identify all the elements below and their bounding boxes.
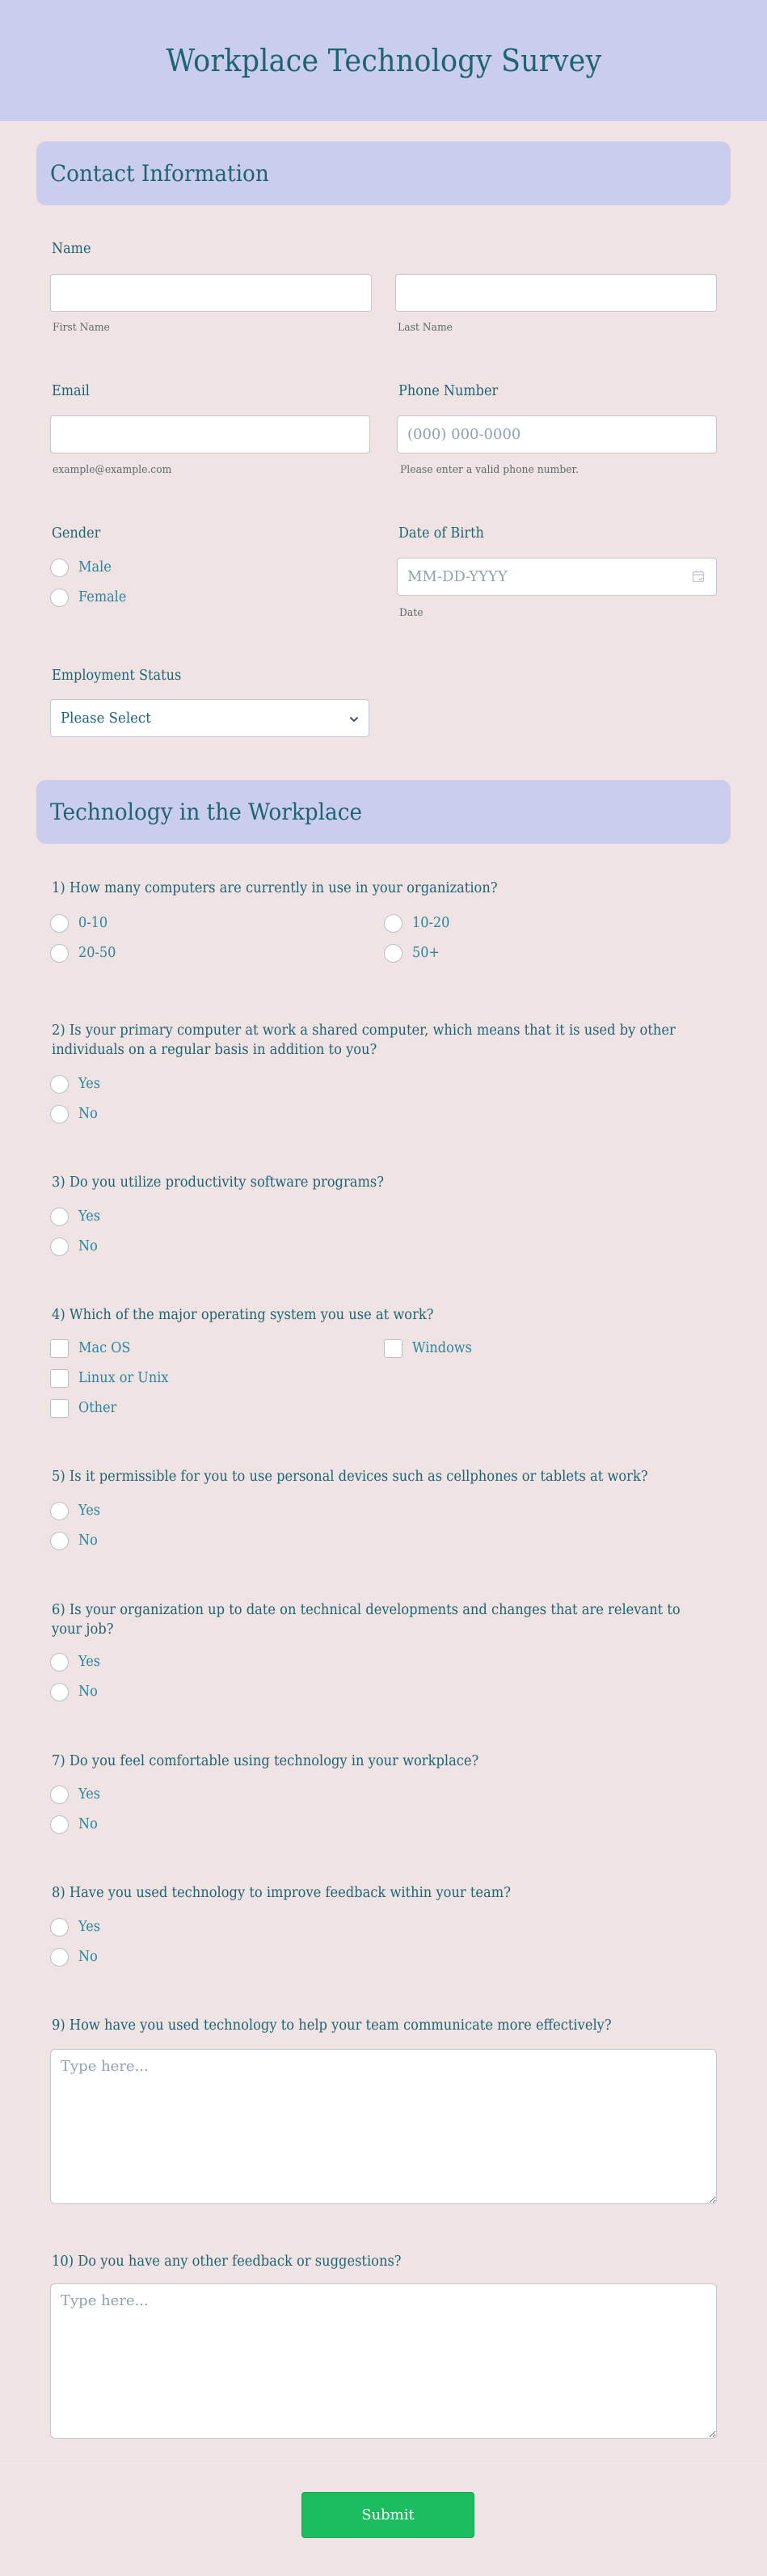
q1-option-50-plus[interactable] [384, 943, 442, 963]
section-header-contact [36, 141, 731, 205]
section-title-technology: Technology in the Workplace [50, 799, 363, 825]
q9-textarea[interactable] [50, 2049, 717, 2204]
question-7: 7) Do you feel comfortable using technology in your workplace? [52, 1753, 479, 1769]
phone-input[interactable] [397, 415, 717, 453]
radio-button[interactable] [50, 1237, 69, 1256]
q6-option-no[interactable] [50, 1682, 99, 1701]
radio-button[interactable] [384, 914, 402, 933]
radio-button[interactable] [50, 1075, 69, 1094]
radio-button[interactable] [50, 1105, 69, 1124]
question-6: 6) Is your organization up to date on technical developments and changes that are relevant to your job? [52, 1602, 681, 1638]
first-name-sublabel: First Name [53, 322, 110, 334]
question-9: 9) How have you used technology to help your team communicate more effectively? [52, 2017, 612, 2034]
select-value: Please Select [61, 710, 151, 727]
email-sublabel: example@example.com [53, 464, 172, 476]
email-input[interactable] [50, 415, 370, 453]
divider [0, 2463, 767, 2464]
checkbox[interactable] [50, 1369, 69, 1388]
option-label: Windows [412, 1340, 472, 1356]
q4-option-linux-unix[interactable] [50, 1368, 176, 1388]
radio-button[interactable] [50, 1785, 69, 1804]
option-label: Yes [78, 1503, 101, 1519]
option-label: No [78, 1238, 98, 1254]
q7-option-no[interactable] [50, 1815, 99, 1834]
question-3: 3) Do you utilize productivity software programs? [52, 1174, 384, 1191]
q4-option-windows[interactable] [384, 1339, 477, 1358]
dob-input[interactable] [397, 558, 717, 596]
option-label: Yes [78, 1076, 101, 1092]
radio-button[interactable] [50, 944, 69, 963]
q7-option-yes[interactable] [50, 1785, 102, 1804]
q4-option-mac-os[interactable] [50, 1339, 135, 1358]
option-label: Male [78, 559, 112, 575]
option-label: No [78, 1949, 98, 1965]
gender-label: Gender [52, 525, 101, 542]
radio-button[interactable] [50, 1653, 69, 1672]
option-label: No [78, 1684, 98, 1700]
option-label: 0-10 [78, 915, 108, 931]
q8-option-yes[interactable] [50, 1917, 102, 1937]
radio-button[interactable] [384, 944, 402, 963]
question-5: 5) Is it permissible for you to use personal devices such as cellphones or tablets at work? [52, 1469, 648, 1485]
section-title-contact: Contact Information [50, 160, 269, 187]
radio-button[interactable] [50, 1918, 69, 1937]
phone-sublabel: Please enter a valid phone number. [400, 464, 579, 476]
q2-option-no[interactable] [50, 1104, 99, 1124]
q1-option-10-20[interactable] [384, 913, 453, 933]
name-label: Name [52, 241, 91, 257]
q10-textarea[interactable] [50, 2283, 717, 2439]
dob-label: Date of Birth [398, 525, 484, 542]
radio-button[interactable] [50, 588, 69, 607]
gender-option-female[interactable] [50, 588, 131, 607]
q3-option-yes[interactable] [50, 1207, 102, 1226]
option-label: No [78, 1106, 98, 1122]
question-4: 4) Which of the major operating system you use at work? [52, 1307, 434, 1323]
radio-button[interactable] [50, 1815, 69, 1834]
checkbox[interactable] [384, 1339, 402, 1358]
q6-option-yes[interactable] [50, 1652, 102, 1672]
radio-button[interactable] [50, 1208, 69, 1226]
form-header [0, 0, 767, 121]
option-label: Mac OS [78, 1340, 131, 1356]
option-label: Other [78, 1400, 117, 1416]
question-2: 2) Is your primary computer at work a shared computer, which means that it is used by other individuals on a regular basis in addition to you? [52, 1022, 676, 1058]
last-name-input[interactable] [395, 274, 717, 312]
q2-option-yes[interactable] [50, 1074, 102, 1094]
q1-option-20-50[interactable] [50, 943, 119, 963]
checkbox[interactable] [50, 1399, 69, 1418]
option-label: Yes [78, 1786, 101, 1802]
option-label: Yes [78, 1919, 101, 1935]
radio-button[interactable] [50, 1683, 69, 1701]
radio-button[interactable] [50, 914, 69, 933]
question-8: 8) Have you used technology to improve feedback within your team? [52, 1885, 511, 1901]
email-label: Email [52, 383, 90, 399]
dob-field[interactable] [397, 558, 717, 596]
question-10: 10) Do you have any other feedback or suggestions? [52, 2253, 402, 2270]
option-label: Yes [78, 1208, 101, 1225]
phone-label: Phone Number [398, 383, 499, 399]
option-label: No [78, 1816, 98, 1832]
option-label: 20-50 [78, 945, 116, 961]
q4-option-other[interactable] [50, 1398, 120, 1418]
q8-option-no[interactable] [50, 1947, 99, 1967]
q1-option-0-10[interactable] [50, 913, 110, 933]
option-label: No [78, 1533, 98, 1549]
option-label: Female [78, 589, 127, 605]
option-label: 10-20 [412, 915, 450, 931]
radio-button[interactable] [50, 1532, 69, 1550]
option-label: Yes [78, 1654, 101, 1670]
employment-label: Employment Status [52, 668, 182, 684]
employment-status-select[interactable] [50, 699, 369, 737]
gender-option-male[interactable] [50, 558, 114, 577]
radio-button[interactable] [50, 1948, 69, 1967]
dob-sublabel: Date [399, 607, 424, 619]
q3-option-no[interactable] [50, 1237, 99, 1256]
question-1: 1) How many computers are currently in use in your organization? [52, 880, 498, 896]
chevron-down-icon [349, 710, 359, 726]
form-title: Workplace Technology Survey [165, 43, 602, 78]
checkbox[interactable] [50, 1339, 69, 1358]
option-label: Linux or Unix [78, 1370, 169, 1386]
section-header-technology [36, 780, 731, 844]
radio-button[interactable] [50, 1502, 69, 1520]
submit-button[interactable]: Submit [301, 2492, 474, 2538]
calendar-icon[interactable] [691, 569, 706, 584]
radio-button[interactable] [50, 559, 69, 577]
first-name-input[interactable] [50, 274, 372, 312]
option-label: 50+ [412, 945, 440, 961]
q5-option-yes[interactable] [50, 1501, 102, 1520]
q5-option-no[interactable] [50, 1531, 99, 1550]
last-name-sublabel: Last Name [398, 322, 453, 334]
